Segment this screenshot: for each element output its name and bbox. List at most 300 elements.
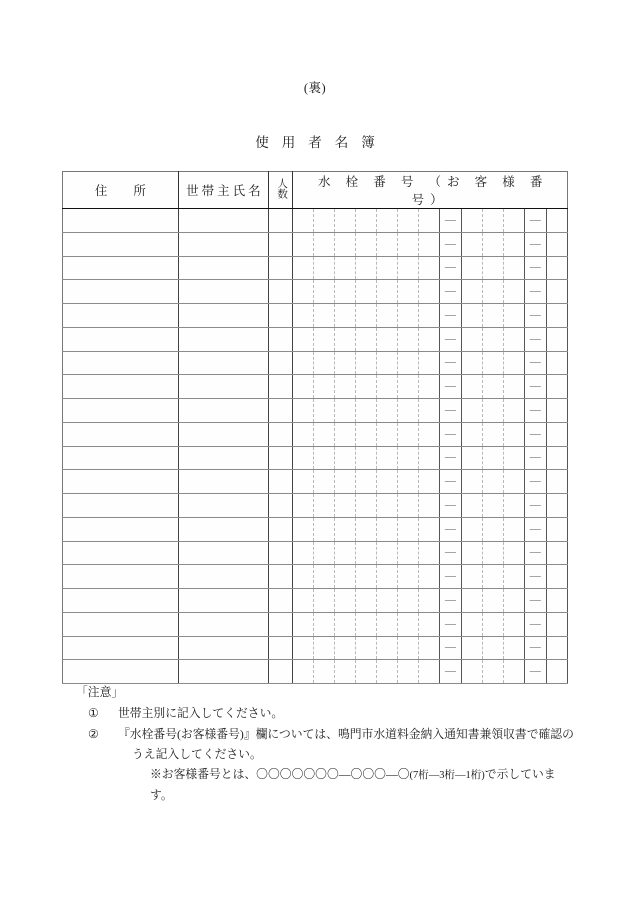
cell-number-digit[interactable] [397,351,418,375]
cell-householder-name[interactable] [178,280,269,304]
cell-number-digit[interactable] [376,327,397,351]
cell-address[interactable] [63,517,179,541]
cell-number-digit[interactable] [356,541,377,565]
cell-address[interactable] [63,470,179,494]
cell-number-digit[interactable] [546,399,567,423]
cell-number-digit[interactable] [335,612,356,636]
cell-number-digit[interactable] [546,446,567,470]
table-row[interactable] [63,351,568,375]
cell-number-digit[interactable] [461,304,482,328]
cell-number-digit[interactable] [418,327,439,351]
cell-number-digit[interactable] [482,304,503,328]
cell-number-digit[interactable] [546,375,567,399]
cell-number-digit[interactable] [376,375,397,399]
cell-number-digit[interactable] [397,612,418,636]
cell-number-digit[interactable] [314,375,335,399]
cell-people-count[interactable] [269,304,293,328]
cell-people-count[interactable] [269,351,293,375]
cell-number-digit[interactable] [546,209,567,233]
cell-number-digit[interactable] [461,232,482,256]
cell-number-digit[interactable] [293,232,314,256]
cell-number-digit[interactable] [293,209,314,233]
table-row[interactable] [63,327,568,351]
cell-address[interactable] [63,612,179,636]
cell-number-digit[interactable] [356,589,377,613]
cell-address[interactable] [63,565,179,589]
cell-people-count[interactable] [269,565,293,589]
cell-people-count[interactable] [269,494,293,518]
cell-number-digit[interactable] [314,232,335,256]
cell-number-digit[interactable] [314,612,335,636]
cell-number-digit[interactable] [482,327,503,351]
cell-number-digit[interactable] [461,280,482,304]
cell-number-digit[interactable] [546,589,567,613]
cell-number-digit[interactable] [293,589,314,613]
cell-number-digit[interactable] [546,470,567,494]
cell-number-digit[interactable] [503,612,524,636]
cell-number-digit[interactable] [356,446,377,470]
cell-number-digit[interactable] [293,327,314,351]
cell-number-digit[interactable] [503,494,524,518]
cell-number-digit[interactable] [546,232,567,256]
cell-number-digit[interactable] [335,232,356,256]
cell-number-digit[interactable] [461,589,482,613]
cell-address[interactable] [63,280,179,304]
table-row[interactable] [63,589,568,613]
cell-number-digit[interactable] [356,209,377,233]
cell-number-digit[interactable] [461,209,482,233]
cell-people-count[interactable] [269,422,293,446]
cell-number-digit[interactable] [335,375,356,399]
cell-number-digit[interactable] [356,280,377,304]
cell-number-digit[interactable] [397,660,418,684]
cell-number-digit[interactable] [418,232,439,256]
table-row[interactable] [63,517,568,541]
cell-number-digit[interactable] [335,327,356,351]
cell-number-digit[interactable] [335,209,356,233]
cell-householder-name[interactable] [178,327,269,351]
cell-number-digit[interactable] [335,304,356,328]
cell-number-digit[interactable] [356,304,377,328]
cell-number-digit[interactable] [376,280,397,304]
cell-number-digit[interactable] [546,256,567,280]
cell-number-digit[interactable] [293,494,314,518]
cell-number-digit[interactable] [335,256,356,280]
cell-number-digit[interactable] [293,517,314,541]
table-row[interactable] [63,446,568,470]
cell-number-digit[interactable] [418,351,439,375]
cell-number-digit[interactable] [376,565,397,589]
cell-number-digit[interactable] [293,612,314,636]
cell-number-digit[interactable] [397,327,418,351]
cell-number-digit[interactable] [482,660,503,684]
cell-number-digit[interactable] [503,232,524,256]
cell-number-digit[interactable] [482,589,503,613]
cell-people-count[interactable] [269,660,293,684]
cell-number-digit[interactable] [314,446,335,470]
cell-people-count[interactable] [269,517,293,541]
cell-number-digit[interactable] [397,232,418,256]
cell-number-digit[interactable] [482,470,503,494]
cell-address[interactable] [63,375,179,399]
cell-number-digit[interactable] [546,327,567,351]
cell-number-digit[interactable] [356,399,377,423]
cell-address[interactable] [63,209,179,233]
cell-number-digit[interactable] [314,304,335,328]
cell-householder-name[interactable] [178,565,269,589]
cell-number-digit[interactable] [314,256,335,280]
table-row[interactable] [63,541,568,565]
cell-number-digit[interactable] [418,304,439,328]
cell-householder-name[interactable] [178,375,269,399]
cell-number-digit[interactable] [418,541,439,565]
cell-householder-name[interactable] [178,399,269,423]
cell-number-digit[interactable] [314,399,335,423]
cell-number-digit[interactable] [356,612,377,636]
cell-number-digit[interactable] [482,351,503,375]
cell-people-count[interactable] [269,612,293,636]
cell-number-digit[interactable] [356,660,377,684]
cell-number-digit[interactable] [314,351,335,375]
cell-number-digit[interactable] [461,327,482,351]
cell-number-digit[interactable] [376,636,397,660]
cell-number-digit[interactable] [314,422,335,446]
cell-number-digit[interactable] [356,494,377,518]
cell-number-digit[interactable] [335,399,356,423]
cell-number-digit[interactable] [356,375,377,399]
cell-number-digit[interactable] [293,256,314,280]
cell-number-digit[interactable] [376,494,397,518]
cell-number-digit[interactable] [503,304,524,328]
cell-number-digit[interactable] [461,422,482,446]
table-row[interactable] [63,636,568,660]
table-row[interactable] [63,565,568,589]
cell-number-digit[interactable] [503,399,524,423]
cell-number-digit[interactable] [461,636,482,660]
cell-number-digit[interactable] [482,494,503,518]
cell-number-digit[interactable] [397,589,418,613]
cell-number-digit[interactable] [418,399,439,423]
cell-number-digit[interactable] [546,612,567,636]
cell-householder-name[interactable] [178,256,269,280]
cell-number-digit[interactable] [335,446,356,470]
cell-number-digit[interactable] [546,494,567,518]
cell-number-digit[interactable] [482,375,503,399]
cell-people-count[interactable] [269,256,293,280]
cell-number-digit[interactable] [293,446,314,470]
cell-number-digit[interactable] [397,280,418,304]
cell-number-digit[interactable] [503,256,524,280]
cell-number-digit[interactable] [356,470,377,494]
cell-number-digit[interactable] [314,517,335,541]
cell-number-digit[interactable] [356,256,377,280]
cell-number-digit[interactable] [335,541,356,565]
cell-number-digit[interactable] [314,327,335,351]
cell-number-digit[interactable] [546,660,567,684]
cell-number-digit[interactable] [546,422,567,446]
cell-number-digit[interactable] [397,541,418,565]
cell-number-digit[interactable] [546,280,567,304]
cell-number-digit[interactable] [397,636,418,660]
cell-householder-name[interactable] [178,209,269,233]
cell-number-digit[interactable] [503,589,524,613]
cell-number-digit[interactable] [461,494,482,518]
cell-number-digit[interactable] [461,470,482,494]
cell-number-digit[interactable] [482,565,503,589]
cell-number-digit[interactable] [461,517,482,541]
cell-number-digit[interactable] [503,351,524,375]
cell-number-digit[interactable] [482,209,503,233]
cell-number-digit[interactable] [461,399,482,423]
cell-number-digit[interactable] [335,660,356,684]
table-row[interactable] [63,304,568,328]
cell-address[interactable] [63,541,179,565]
cell-number-digit[interactable] [314,589,335,613]
cell-number-digit[interactable] [397,422,418,446]
cell-number-digit[interactable] [314,209,335,233]
cell-number-digit[interactable] [293,636,314,660]
cell-number-digit[interactable] [293,351,314,375]
cell-people-count[interactable] [269,446,293,470]
cell-number-digit[interactable] [335,636,356,660]
cell-address[interactable] [63,304,179,328]
cell-number-digit[interactable] [397,209,418,233]
cell-number-digit[interactable] [482,517,503,541]
cell-number-digit[interactable] [293,280,314,304]
table-row[interactable] [63,470,568,494]
table-row[interactable] [63,612,568,636]
cell-number-digit[interactable] [397,494,418,518]
cell-number-digit[interactable] [482,636,503,660]
cell-number-digit[interactable] [482,612,503,636]
cell-number-digit[interactable] [503,327,524,351]
cell-number-digit[interactable] [418,375,439,399]
table-row[interactable] [63,422,568,446]
cell-householder-name[interactable] [178,304,269,328]
cell-people-count[interactable] [269,209,293,233]
cell-number-digit[interactable] [314,565,335,589]
cell-address[interactable] [63,446,179,470]
cell-number-digit[interactable] [376,589,397,613]
cell-number-digit[interactable] [335,494,356,518]
cell-householder-name[interactable] [178,589,269,613]
cell-householder-name[interactable] [178,232,269,256]
cell-number-digit[interactable] [397,517,418,541]
cell-number-digit[interactable] [335,517,356,541]
cell-number-digit[interactable] [356,351,377,375]
cell-number-digit[interactable] [482,280,503,304]
cell-number-digit[interactable] [546,565,567,589]
cell-people-count[interactable] [269,280,293,304]
cell-number-digit[interactable] [482,422,503,446]
cell-number-digit[interactable] [482,399,503,423]
cell-number-digit[interactable] [503,470,524,494]
cell-number-digit[interactable] [293,399,314,423]
cell-number-digit[interactable] [376,399,397,423]
cell-number-digit[interactable] [356,232,377,256]
cell-number-digit[interactable] [293,304,314,328]
cell-number-digit[interactable] [293,422,314,446]
cell-number-digit[interactable] [293,470,314,494]
cell-number-digit[interactable] [482,541,503,565]
cell-number-digit[interactable] [314,470,335,494]
cell-number-digit[interactable] [376,209,397,233]
cell-number-digit[interactable] [376,422,397,446]
cell-number-digit[interactable] [418,422,439,446]
cell-number-digit[interactable] [397,375,418,399]
cell-number-digit[interactable] [356,565,377,589]
table-row[interactable] [63,256,568,280]
cell-address[interactable] [63,422,179,446]
cell-number-digit[interactable] [397,470,418,494]
cell-number-digit[interactable] [482,446,503,470]
cell-number-digit[interactable] [503,375,524,399]
cell-number-digit[interactable] [482,232,503,256]
cell-number-digit[interactable] [482,256,503,280]
cell-number-digit[interactable] [461,660,482,684]
cell-number-digit[interactable] [397,304,418,328]
cell-number-digit[interactable] [546,541,567,565]
cell-number-digit[interactable] [503,446,524,470]
cell-number-digit[interactable] [335,565,356,589]
cell-people-count[interactable] [269,589,293,613]
cell-number-digit[interactable] [503,517,524,541]
cell-number-digit[interactable] [461,565,482,589]
cell-address[interactable] [63,327,179,351]
cell-number-digit[interactable] [418,256,439,280]
table-row[interactable] [63,280,568,304]
cell-number-digit[interactable] [376,351,397,375]
cell-householder-name[interactable] [178,422,269,446]
cell-number-digit[interactable] [376,256,397,280]
cell-people-count[interactable] [269,232,293,256]
cell-address[interactable] [63,399,179,423]
cell-householder-name[interactable] [178,612,269,636]
cell-number-digit[interactable] [418,470,439,494]
cell-number-digit[interactable] [335,589,356,613]
cell-number-digit[interactable] [418,209,439,233]
cell-number-digit[interactable] [503,422,524,446]
table-row[interactable] [63,232,568,256]
cell-address[interactable] [63,232,179,256]
cell-number-digit[interactable] [503,209,524,233]
cell-number-digit[interactable] [335,351,356,375]
cell-number-digit[interactable] [293,660,314,684]
cell-number-digit[interactable] [314,280,335,304]
cell-number-digit[interactable] [546,636,567,660]
cell-number-digit[interactable] [314,494,335,518]
cell-number-digit[interactable] [461,541,482,565]
cell-number-digit[interactable] [418,280,439,304]
cell-number-digit[interactable] [356,517,377,541]
cell-householder-name[interactable] [178,541,269,565]
cell-number-digit[interactable] [546,304,567,328]
table-row[interactable] [63,660,568,684]
cell-number-digit[interactable] [376,470,397,494]
cell-number-digit[interactable] [376,446,397,470]
cell-address[interactable] [63,589,179,613]
cell-number-digit[interactable] [503,280,524,304]
cell-number-digit[interactable] [546,517,567,541]
cell-number-digit[interactable] [397,446,418,470]
cell-address[interactable] [63,660,179,684]
cell-people-count[interactable] [269,399,293,423]
cell-number-digit[interactable] [397,565,418,589]
cell-number-digit[interactable] [418,565,439,589]
cell-number-digit[interactable] [397,256,418,280]
cell-householder-name[interactable] [178,351,269,375]
cell-address[interactable] [63,636,179,660]
cell-number-digit[interactable] [461,612,482,636]
cell-number-digit[interactable] [418,589,439,613]
cell-householder-name[interactable] [178,636,269,660]
cell-number-digit[interactable] [376,232,397,256]
cell-householder-name[interactable] [178,660,269,684]
cell-people-count[interactable] [269,470,293,494]
cell-number-digit[interactable] [314,541,335,565]
cell-number-digit[interactable] [335,422,356,446]
cell-number-digit[interactable] [376,612,397,636]
cell-number-digit[interactable] [293,565,314,589]
cell-number-digit[interactable] [418,660,439,684]
table-row[interactable] [63,399,568,423]
cell-number-digit[interactable] [418,494,439,518]
cell-number-digit[interactable] [376,517,397,541]
cell-number-digit[interactable] [356,636,377,660]
cell-number-digit[interactable] [503,565,524,589]
table-row[interactable] [63,209,568,233]
cell-number-digit[interactable] [293,375,314,399]
cell-address[interactable] [63,494,179,518]
cell-number-digit[interactable] [418,517,439,541]
cell-people-count[interactable] [269,327,293,351]
cell-people-count[interactable] [269,375,293,399]
cell-householder-name[interactable] [178,494,269,518]
table-row[interactable] [63,375,568,399]
cell-householder-name[interactable] [178,517,269,541]
cell-address[interactable] [63,256,179,280]
table-row[interactable] [63,494,568,518]
cell-number-digit[interactable] [461,351,482,375]
cell-address[interactable] [63,351,179,375]
cell-number-digit[interactable] [314,660,335,684]
cell-number-digit[interactable] [376,304,397,328]
cell-number-digit[interactable] [503,636,524,660]
cell-people-count[interactable] [269,636,293,660]
cell-number-digit[interactable] [461,375,482,399]
cell-householder-name[interactable] [178,470,269,494]
cell-number-digit[interactable] [546,351,567,375]
cell-number-digit[interactable] [314,636,335,660]
cell-number-digit[interactable] [418,636,439,660]
cell-number-digit[interactable] [335,280,356,304]
cell-householder-name[interactable] [178,446,269,470]
cell-number-digit[interactable] [335,470,356,494]
cell-people-count[interactable] [269,541,293,565]
cell-number-digit[interactable] [418,612,439,636]
cell-number-digit[interactable] [503,660,524,684]
cell-number-digit[interactable] [503,541,524,565]
cell-number-digit[interactable] [397,399,418,423]
cell-number-digit[interactable] [356,422,377,446]
cell-number-digit[interactable] [356,327,377,351]
cell-number-digit[interactable] [376,541,397,565]
cell-number-digit[interactable] [461,256,482,280]
cell-number-digit[interactable] [418,446,439,470]
cell-number-digit[interactable] [461,446,482,470]
cell-number-digit[interactable] [293,541,314,565]
cell-number-digit[interactable] [376,660,397,684]
